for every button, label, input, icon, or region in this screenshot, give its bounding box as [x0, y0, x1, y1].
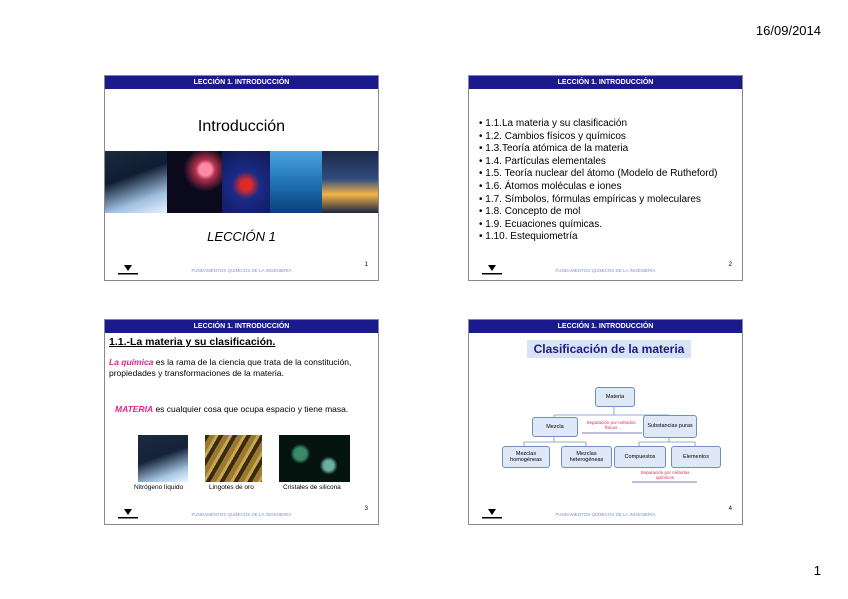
slide-header: LECCIÓN 1. INTRODUCCIÓN — [105, 76, 378, 89]
section-heading: 1.1.-La materia y su clasificación. — [109, 336, 276, 348]
contents-list — [479, 118, 717, 244]
slide-1[interactable] — [104, 75, 379, 281]
slide-number: 2 — [728, 262, 732, 268]
slide-footer: FUNDAMENTOS QUÍMICOS DE LA INGENIERÍA — [191, 268, 292, 273]
page-number: 1 — [813, 563, 821, 578]
list-item: • 1.6. Átomos moléculas e iones — [479, 181, 717, 194]
slide-number: 3 — [364, 506, 368, 512]
list-item: • 1.2. Cambios físicos y químicos — [479, 131, 717, 144]
slide-header: LECCIÓN 1. INTRODUCCIÓN — [469, 76, 742, 89]
diagram-title: Clasificación de la materia — [527, 340, 691, 358]
node-materia: Materia — [595, 387, 635, 407]
slide-footer: FUNDAMENTOS QUÍMICOS DE LA INGENIERÍA — [555, 268, 656, 273]
slide-footer: FUNDAMENTOS QUÍMICOS DE LA INGENIERÍA — [191, 512, 292, 517]
list-item: • 1.8. Concepto de mol — [479, 206, 717, 219]
slide-number: 4 — [728, 506, 732, 512]
label-separacion-quimicos: Separación por métodos químicos — [640, 470, 690, 480]
definition-text: es la rama de la ciencia que trata de la constitución, propiedades y transformaciones de la materia. — [109, 357, 352, 378]
industrial-plant-image — [322, 151, 378, 213]
slide-3[interactable] — [104, 319, 379, 525]
list-item: • 1.5. Teoría nuclear del átomo (Modelo de Rutheford) — [479, 168, 717, 181]
slide-subtitle: LECCIÓN 1 — [207, 229, 276, 244]
list-item: • 1.9. Ecuaciones químicas. — [479, 219, 717, 232]
liquid-nitrogen-photo — [138, 435, 188, 482]
slide-header: LECCIÓN 1. INTRODUCCIÓN — [105, 320, 378, 333]
slide-4[interactable] — [468, 319, 743, 525]
gold-ingots-photo — [205, 435, 262, 482]
water-glass-image — [270, 151, 322, 213]
bunsen-flame-image — [167, 151, 222, 213]
slide-number: 1 — [364, 262, 368, 268]
photo-caption: Nitrógeno líquido — [134, 484, 184, 491]
list-item: • 1.3.Teoría atómica de la materia — [479, 143, 717, 156]
liquid-nitrogen-image — [105, 151, 167, 213]
node-mezcla: Mezcla — [532, 417, 578, 437]
print-date: 16/09/2014 — [755, 23, 821, 38]
molecule-image — [222, 151, 270, 213]
list-item: • 1.4. Partículas elementales — [479, 156, 717, 169]
node-compuestos: Compuestos — [614, 446, 666, 468]
slide-footer: FUNDAMENTOS QUÍMICOS DE LA INGENIERÍA — [555, 512, 656, 517]
node-mezclas-homogeneas: Mezclas homogéneas — [502, 446, 550, 468]
list-item: • 1.7. Símbolos, fórmulas empíricas y moleculares — [479, 194, 717, 207]
definition-text: es cualquier cosa que ocupa espacio y tiene masa. — [153, 404, 349, 414]
node-elementos: Elementos — [671, 446, 721, 468]
node-sustancias-puras: Substancias puras — [643, 415, 697, 438]
list-item: • 1.10. Estequiometría — [479, 231, 717, 244]
node-mezclas-heterogeneas: Mezclas heterogéneas — [561, 446, 612, 468]
definition-quimica — [109, 357, 377, 379]
slide-header: LECCIÓN 1. INTRODUCCIÓN — [469, 320, 742, 333]
term-quimica: La química — [109, 357, 154, 367]
photo-caption: Lingotes de oro — [209, 484, 254, 491]
definition-materia — [115, 404, 348, 414]
list-item: • 1.1.La materia y su clasificación — [479, 118, 717, 131]
slide-title: Introducción — [197, 118, 286, 135]
slide-2[interactable] — [468, 75, 743, 281]
intro-image-strip — [105, 151, 378, 213]
term-materia: MATERIA — [115, 404, 154, 414]
silicon-crystals-photo — [279, 435, 350, 482]
label-separacion-fisicos: Separación por métodos físicos — [586, 420, 636, 430]
photo-caption: Cristales de silicona — [283, 484, 341, 491]
